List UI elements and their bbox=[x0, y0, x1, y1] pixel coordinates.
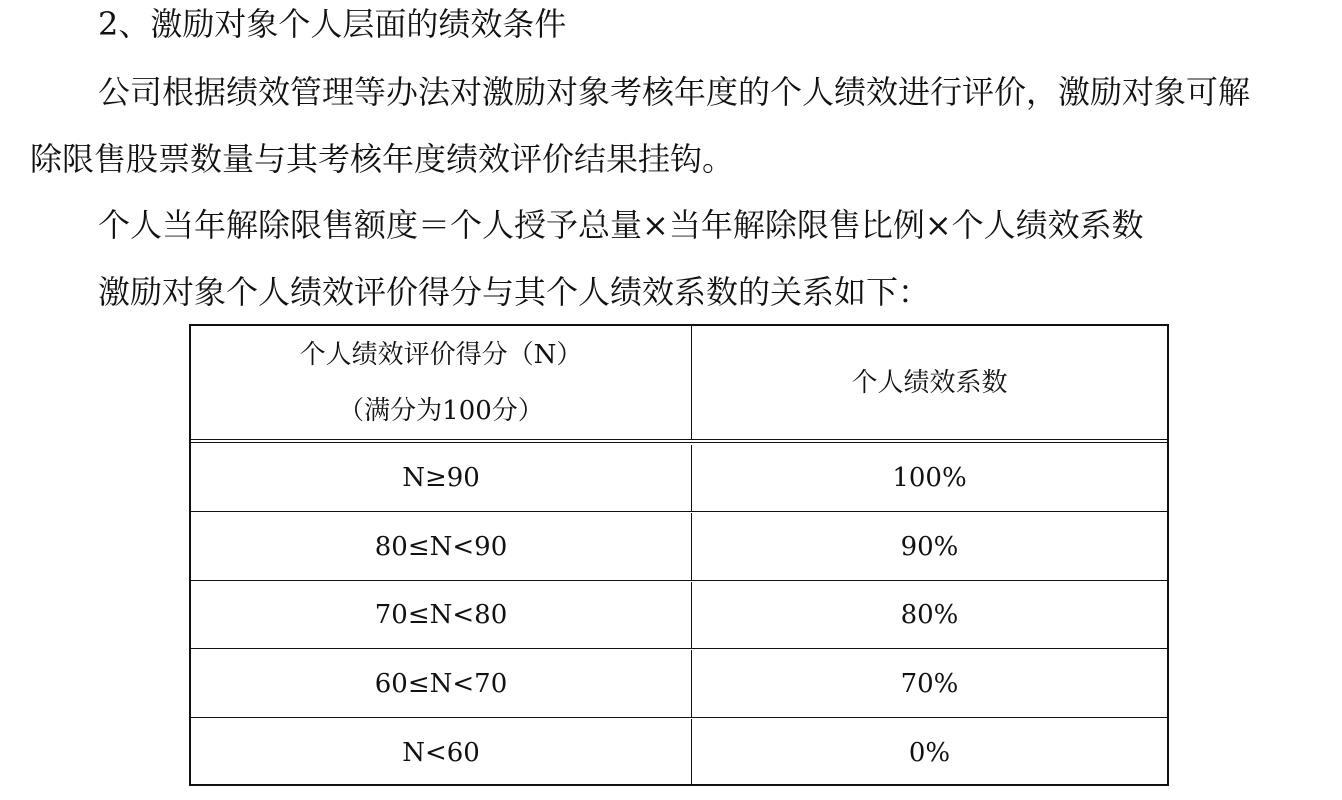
table-row bbox=[191, 650, 1167, 718]
paragraph-line: 除限售股票数量与其考核年度绩效评价结果挂钩。 bbox=[30, 140, 735, 178]
paragraph-line: 公司根据绩效管理等办法对激励对象考核年度的个人绩效进行评价，激励对象可解 bbox=[98, 73, 1251, 111]
table-header-row bbox=[191, 326, 1167, 443]
coefficient-cell: 0% bbox=[908, 737, 951, 768]
header-score bbox=[191, 326, 692, 439]
score-cell: 80≤N<90 bbox=[191, 513, 692, 580]
table-row bbox=[191, 445, 1167, 512]
score-cell: 70≤N<80 bbox=[191, 582, 692, 648]
table-row bbox=[191, 513, 1167, 581]
score-cell: N<60 bbox=[191, 719, 692, 786]
coefficient-cell: 90% bbox=[900, 531, 959, 562]
table-row bbox=[191, 582, 1167, 649]
header-score-line2: （满分为100分） bbox=[338, 395, 544, 426]
header-score-line1: 个人绩效评价得分（N） bbox=[299, 339, 583, 370]
score-cell: 60≤N<70 bbox=[191, 650, 692, 717]
score-cell: N≥90 bbox=[191, 445, 692, 511]
performance-table bbox=[189, 324, 1169, 786]
header-coefficient: 个人绩效系数 bbox=[851, 367, 1008, 398]
coefficient-cell: 100% bbox=[892, 463, 967, 493]
coefficient-cell: 80% bbox=[900, 600, 959, 630]
formula-line: 个人当年解除限售额度＝个人授予总量×当年解除限售比例×个人绩效系数 bbox=[98, 206, 1144, 244]
table-intro: 激励对象个人绩效评价得分与其个人绩效系数的关系如下： bbox=[98, 273, 931, 311]
coefficient-cell: 70% bbox=[900, 668, 959, 699]
table-row bbox=[191, 719, 1167, 786]
section-heading: 2、激励对象个人层面的绩效条件 bbox=[98, 5, 567, 43]
